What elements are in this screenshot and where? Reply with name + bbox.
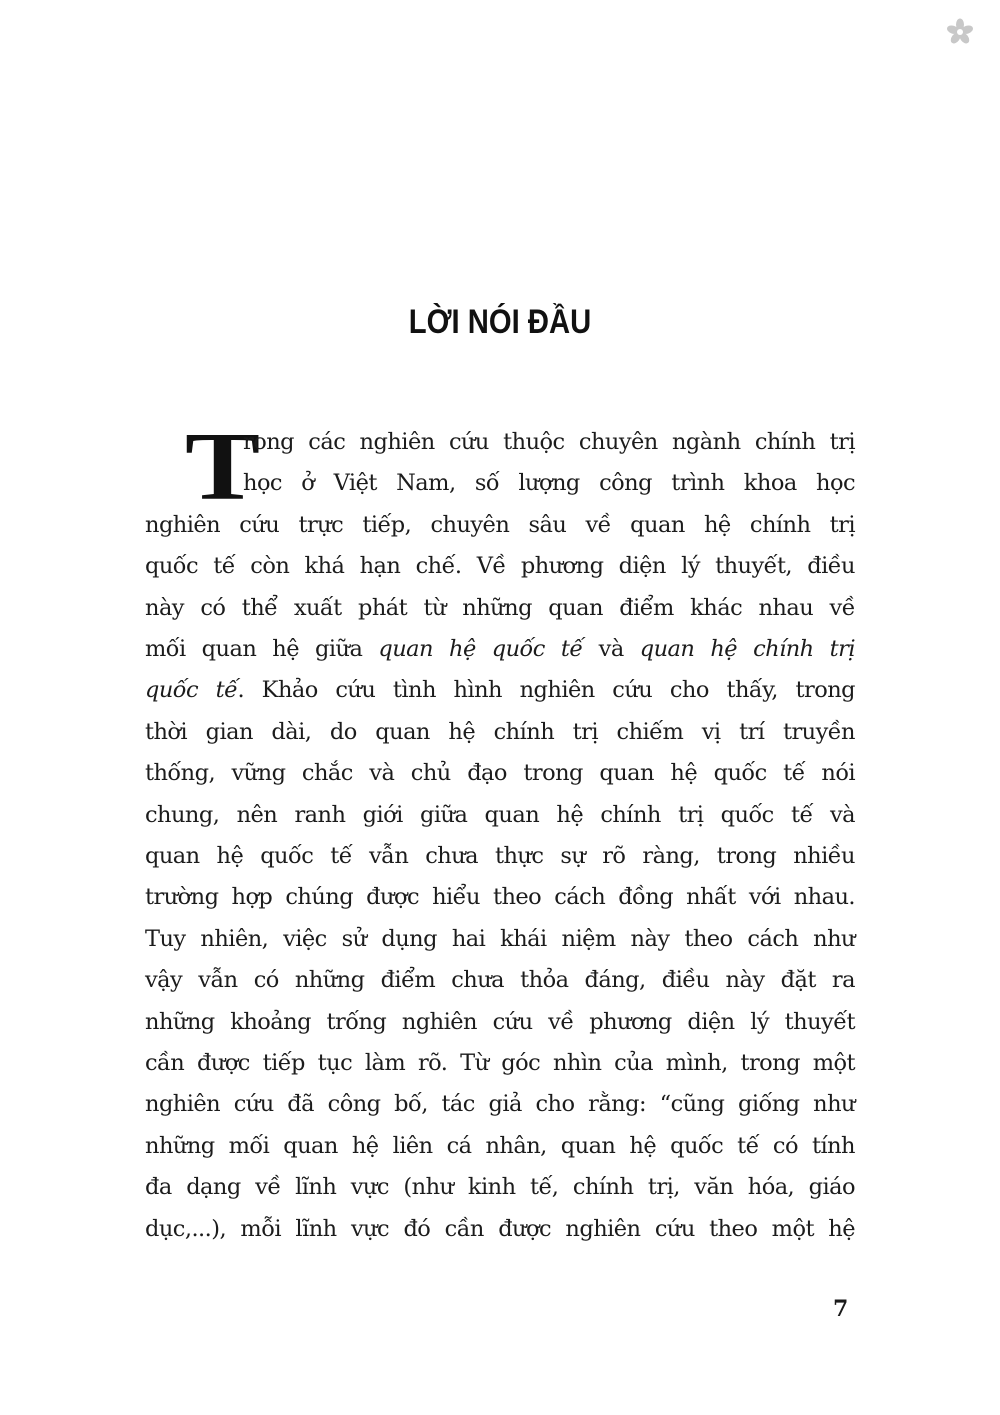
text-line-content <box>145 629 855 670</box>
text-line <box>145 670 855 711</box>
text-segment: . Khảo cứu tình hình nghiên cứu cho thấy, trong <box>237 677 855 704</box>
text-line-content: chung, nên ranh giới giữa quan hệ chính trị quốc tế và <box>145 801 855 828</box>
text-line-content: vậy vẫn có những điểm chưa thỏa đáng, điều này đặt ra <box>145 967 855 994</box>
text-line-content: dục,...), mỗi lĩnh vực đó cần được nghiên cứu theo một hệ <box>145 1215 855 1242</box>
drop-cap: T <box>185 413 261 521</box>
text-line <box>145 1084 855 1125</box>
text-line <box>145 629 855 670</box>
text-line <box>145 588 855 629</box>
page-number: 7 <box>833 1296 849 1322</box>
text-line-content: quan hệ quốc tế vẫn chưa thực sự rõ ràng, trong nhiều <box>145 843 855 869</box>
text-line-content: học ở Việt Nam, số lượng công trình khoa học <box>243 470 855 497</box>
page-title: LỜI NÓI ĐẦU <box>408 303 592 341</box>
text-line-content: những mối quan hệ liên cá nhân, quan hệ quốc tế có tính <box>145 1132 855 1159</box>
text-line <box>145 1126 855 1167</box>
text-line <box>145 960 855 1001</box>
text-segment: mối quan hệ giữa <box>145 636 379 662</box>
flower-ornament-icon <box>946 18 974 46</box>
italic-term: quan hệ quốc tế <box>378 636 583 662</box>
italic-term: quốc tế <box>145 677 238 704</box>
text-line <box>145 712 855 753</box>
text-line-content: thống, vững chắc và chủ đạo trong quan hệ quốc tế nói <box>145 760 855 787</box>
text-line <box>145 795 855 836</box>
text-line <box>145 836 855 877</box>
text-line <box>145 753 855 794</box>
text-line-content: này có thể xuất phát từ những quan điểm khác nhau về <box>145 594 855 621</box>
text-line <box>243 463 855 504</box>
text-line-content: rong các nghiên cứu thuộc chuyên ngành chính trị <box>243 429 855 455</box>
text-line-content: trường hợp chúng được hiểu theo cách đồng nhất với nhau. <box>145 884 855 911</box>
text-line-content: nghiên cứu trực tiếp, chuyên sâu về quan hệ chính trị <box>145 511 855 538</box>
text-segment: và <box>582 636 640 662</box>
text-line <box>145 919 855 960</box>
text-line <box>145 1002 855 1043</box>
text-line-content: quốc tế còn khá hạn chế. Về phương diện lý thuyết, điều <box>145 553 855 580</box>
text-line <box>145 505 855 546</box>
text-line-content: những khoảng trống nghiên cứu về phương diện lý thuyết <box>145 1008 855 1035</box>
text-line-content: Tuy nhiên, việc sử dụng hai khái niệm này theo cách như <box>145 925 855 952</box>
italic-term: quan hệ chính trị <box>639 636 855 662</box>
text-line-content: đa dạng về lĩnh vực (như kinh tế, chính trị, văn hóa, giáo <box>145 1174 855 1201</box>
text-line-content: nghiên cứu đã công bố, tác giả cho rằng: “cũng giống như <box>145 1091 855 1118</box>
text-line <box>145 1167 855 1208</box>
text-line <box>145 546 855 587</box>
text-line <box>145 877 855 918</box>
text-line <box>243 422 855 463</box>
text-line-content <box>145 670 855 711</box>
text-line-content: thời gian dài, do quan hệ chính trị chiếm vị trí truyền <box>145 718 855 745</box>
text-line <box>145 1209 855 1250</box>
text-line-content: cần được tiếp tục làm rõ. Từ góc nhìn của mình, trong một <box>145 1050 855 1076</box>
text-line <box>145 1043 855 1084</box>
